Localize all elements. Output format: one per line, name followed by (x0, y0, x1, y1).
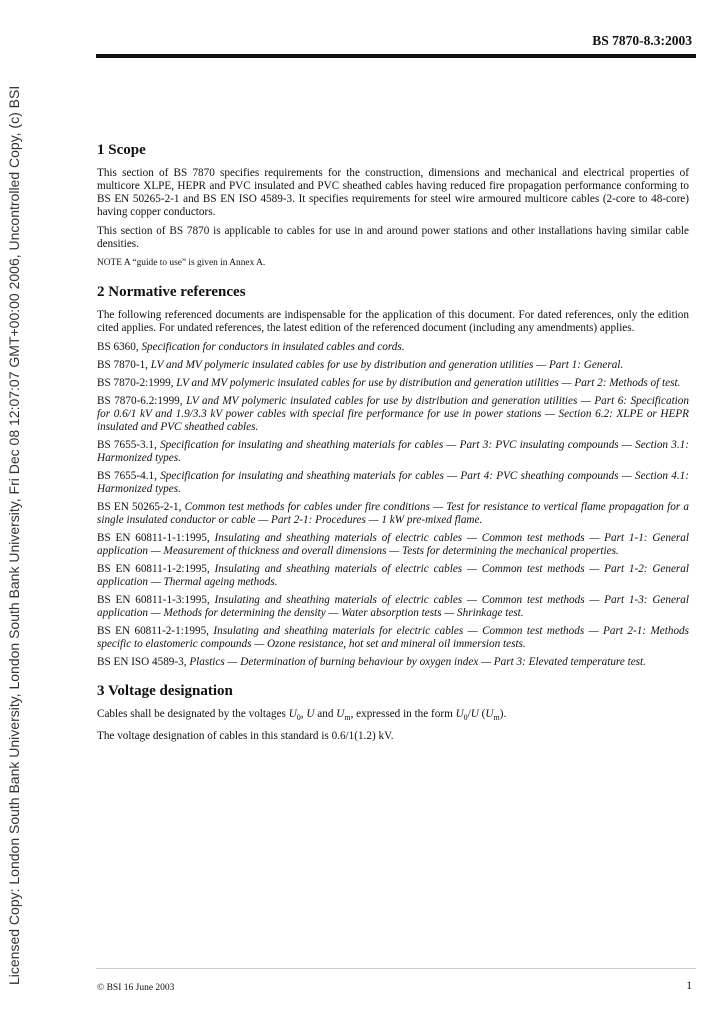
footer-rule (96, 968, 696, 969)
reference-code: BS EN 50265-2-1, (97, 501, 185, 513)
reference-item (97, 470, 689, 496)
reference-list (97, 341, 689, 669)
reference-item (97, 439, 689, 465)
reference-item (97, 532, 689, 558)
document-body (97, 142, 689, 749)
reference-title: Insulating and sheathing materials of electric cables — Common test methods — Part 1-2: General application — Thermal ageing methods. (97, 563, 689, 588)
reference-item (97, 377, 689, 390)
standard-code: BS 7870-8.3:2003 (592, 33, 692, 48)
reference-code: BS EN 60811-1-2:1995, (97, 563, 215, 575)
reference-title: Plastics — Determination of burning behaviour by oxygen index — Part 3: Elevated temperature test. (189, 656, 646, 668)
reference-title: LV and MV polymeric insulated cables for use by distribution and generation utilities — Part 2: Methods of test. (176, 377, 681, 389)
reference-code: BS 7870-1, (97, 359, 151, 371)
reference-code: BS 7655-3.1, (97, 439, 161, 451)
reference-title: LV and MV polymeric insulated cables for use by distribution and generation utilities — Part 1: General. (150, 359, 624, 371)
reference-title: Specification for insulating and sheathing materials for cables — Part 3: PVC insulating compounds — Section 3.1: Harmonized types. (97, 439, 689, 464)
copyright-date: © BSI 16 June 2003 (97, 983, 175, 993)
scope-paragraph-1: This section of BS 7870 specifies requirements for the construction, dimensions and mechanical and electrical properties of multicore XLPE, HEPR and PVC insulated and PVC sheathed cables having reduced fire propagation performance conforming to BS EN 50265-2-1 and BS EN ISO 4589-3. It specifies requirements for steel wire armoured multicore cables (2-core to 48-core) having copper conductors. (97, 167, 689, 218)
voltage-paragraph-1: Cables shall be designated by the voltages $U_0$, U and $U_m$, expressed in the form $U_0/U$ $(U_m)$. (97, 708, 507, 723)
voltage-paragraph-2: The voltage designation of cables in this standard is 0.6/1(1.2) kV. (97, 730, 394, 743)
section-heading-normative: 2 Normative references (97, 284, 246, 300)
reference-title: LV and MV polymeric insulated cables for use by distribution and generation utilities — Part 6: Specification for 0.6/1 kV and 1.9/3.3 kV power cables with special fire performance for use in power stations — Section 6.2: XLPE or HEPR insulated and PVC sheathed cables. (97, 395, 689, 433)
section-heading-voltage: 3 Voltage designation (97, 683, 233, 699)
scope-note: NOTE A “guide to use” is given in Annex A. (97, 258, 266, 268)
reference-code: BS EN ISO 4589-3, (97, 656, 190, 668)
reference-item (97, 501, 689, 527)
reference-code: BS 6360, (97, 341, 142, 353)
reference-title: Insulating and sheathing materials of electric cables — Common test methods — Part 1-3: General application — Methods for determining the density — Water absorption tests — Shrinkage test. (97, 594, 689, 619)
reference-item (97, 563, 689, 589)
normative-intro: The following referenced documents are indispensable for the application of this document. For dated references, only the edition cited applies. For undated references, the latest edition of the referenced document (including any amendments) applies. (97, 309, 689, 334)
reference-item (97, 359, 689, 372)
scope-paragraph-2: This section of BS 7870 is applicable to cables for use in and around power stations and other installations having similar cable densities. (97, 225, 689, 250)
section-voltage-designation (97, 683, 689, 743)
reference-item (97, 395, 689, 434)
reference-title: Insulating and sheathing materials for electric cables — Common test methods — Part 2-1: Methods specific to elastomeric compounds — Ozone resistance, hot set and mineral oil immersion tests. (97, 625, 689, 650)
reference-title: Specification for insulating and sheathing materials for cables — Part 4: PVC sheathing compounds — Section 4.1: Harmonized types. (97, 470, 689, 495)
reference-code: BS 7870-6.2:1999, (97, 395, 187, 407)
section-heading-scope: 1 Scope (97, 142, 146, 158)
reference-item (97, 656, 689, 669)
reference-item (97, 625, 689, 651)
reference-title: Insulating and sheathing materials of electric cables — Common test methods — Part 1-1: General application — Measurement of thickness and overall dimensions — Tests for determining the mechanical properties. (97, 532, 689, 557)
reference-code: BS 7870-2:1999, (97, 377, 177, 389)
reference-code: BS EN 60811-2-1:1995, (97, 625, 214, 637)
reference-title: Common test methods for cables under fire conditions — Test for resistance to vertical flame propagation for a single insulated conductor or cable — Part 2-1: Procedures — 1 kW pre-mixed flame. (97, 501, 689, 526)
reference-item (97, 594, 689, 620)
section-scope (97, 142, 689, 270)
header-rule (96, 54, 696, 58)
reference-code: BS EN 60811-1-3:1995, (97, 594, 215, 606)
page-number: 1 (686, 980, 692, 992)
license-watermark: Licensed Copy: London South Bank University, London South Bank University, Fri Dec 08 12:07:07 GMT+00:00 2006, Uncontrolled Copy, (c) BSI (6, 85, 22, 985)
reference-code: BS EN 60811-1-1:1995, (97, 532, 215, 544)
reference-code: BS 7655-4.1, (97, 470, 161, 482)
section-normative-references (97, 284, 689, 669)
reference-item (97, 341, 689, 354)
reference-title: Specification for conductors in insulated cables and cords. (141, 341, 405, 353)
